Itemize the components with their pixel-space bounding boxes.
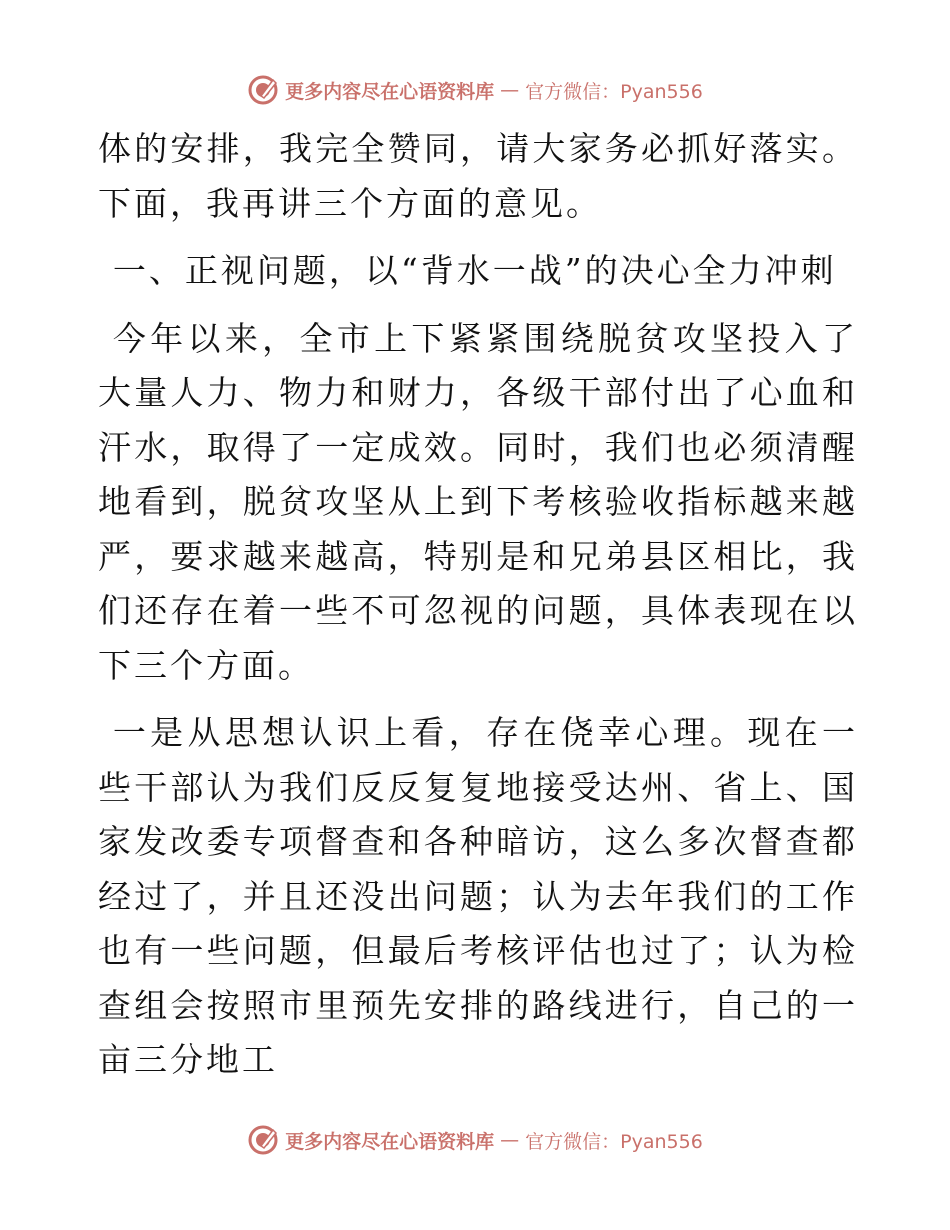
section-heading: 一、正视问题，以“背水一战”的决心全力冲刺: [112, 251, 837, 290]
watermark-banner-bottom: [0, 1120, 950, 1160]
watermark-separator: —: [500, 79, 520, 101]
paragraph-point-one: 一是从思想认识上看，存在侥幸心理。现在一些干部认为我们反反复复地接受达州、省上、国家发改委专项督查和各种暗访，这么多次督查都经过了，并且还没出问题；认为去年我们的工作也有一些问题，但最后考核评估也过了；认为检查组会按照市里预先安排的路线进行，自己的一亩三分地工: [98, 713, 858, 1079]
paragraph-overview: 今年以来，全市上下紧紧围绕脱贫攻坚投入了大量人力、物力和财力，各级干部付出了心血和汗水，取得了一定成效。同时，我们也必须清醒地看到，脱贫攻坚从上到下考核验收指标越来越严，要求越来越高，特别是和兄弟县区相比，我们还存在着一些不可忽视的问题，具体表现在以下三个方面。: [98, 318, 858, 685]
watermark-brand: 更多内容尽在心语资料库: [285, 1130, 495, 1153]
watermark-wechat: 官方微信：Pyan556: [525, 80, 703, 103]
watermark-banner-top: [0, 70, 950, 110]
paragraph-continuation: 体的安排，我完全赞同，请大家务必抓好落实。下面，我再讲三个方面的意见。: [98, 129, 858, 223]
seal-pen-icon: [247, 1124, 279, 1156]
document-body: [98, 122, 858, 1088]
watermark-brand: 更多内容尽在心语资料库: [285, 80, 495, 103]
watermark-wechat: 官方微信：Pyan556: [525, 1130, 703, 1153]
watermark-separator: —: [500, 1129, 520, 1151]
seal-pen-icon: [247, 74, 279, 106]
